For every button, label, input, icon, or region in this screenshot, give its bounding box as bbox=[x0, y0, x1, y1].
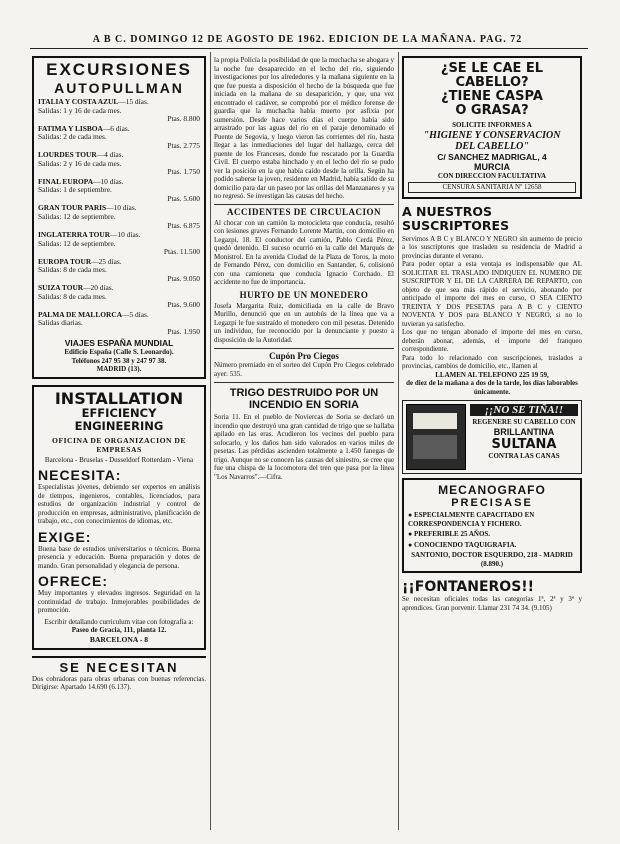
excursion-detail: Salidas: 1 de septiembre. bbox=[38, 185, 112, 195]
installation-address: Paseo de Gracia, 111, planta 12. bbox=[71, 626, 167, 635]
suscriptores-text-2: Para poder optar a esta ventaja es indispensable que AL SOLICITAR EL TRASLADO INDIQUEN EL NUMERO DE SUSCRIPTOR Y EL DE LA CARRERA DE REPARTO, con objeto de que sea más rápido el servicio, abonando por anticipado el importe del mes en curso, O SEA CIENTO TREINTA Y DOS PESETAS para A B C y CIENTO NOVENTA Y DOS para BLANCO Y NEGRO, si no lo tuvieran ya satisfecho. bbox=[402, 260, 582, 328]
excursion-price: Ptas. 6.875 bbox=[167, 220, 200, 230]
solicite-label: SOLICITE INFORMES A bbox=[452, 121, 532, 129]
efficiency-title: EFFICIENCY ENGINEERING bbox=[74, 405, 164, 433]
excursion-detail: Salidas: 2 de cada mes. bbox=[38, 132, 107, 142]
cabello-ad bbox=[402, 56, 582, 199]
excursion-price: Ptas. 5.600 bbox=[167, 193, 200, 203]
requirement-item bbox=[408, 530, 576, 539]
excursion-price: Ptas. 1.950 bbox=[167, 326, 200, 336]
necesitan-text: Dos cobradoras para obras urbanas con buenas referencias. Dirigirse: Apartado 14.690 (6.137). bbox=[32, 674, 206, 692]
brilliantine-tin-image bbox=[406, 404, 466, 470]
excursion-days: —4 días. bbox=[96, 150, 124, 160]
clinic-city: MURCIA bbox=[474, 161, 510, 172]
column-middle bbox=[214, 56, 394, 830]
cabello-headline-3: ¿TIENE CASPA bbox=[441, 89, 543, 104]
article-continued-text: la propia Policía la posibilidad de que la muchacha se ahogara y la noche fue desaparecido en el lecho del río, siguiendo investigaciones por los alrededores y la mañana siguiente en la que fue puesta a disposición el hecho de la búsqueda que fue iniciada en la mañana de su desaparición, y que, una vez encontrado el cadáver, se comprobó por el médico forense de guardia que la muchacha había muerto por asfixia por sumersión. Desde hace varios días el cuerpo había sido arrastrado por las aguas del río en el paraje denominado el Puente de Segovia, y luego vieron las corrientes del río, hasta llegar a las inmediaciones del lugar del hallazgo, cerca del puente de los Franceses, donde fue rescatado por la Guardia Civil. El cuerpo estaba hinchado y en el lecho del río se pudo ver la posición en la que había caído desde la orilla. Según ha podido saberse la joven, residente en Madrid, había salido de su domicilio para dar un paseo por las orillas del Manzanares y ya no regresó. Se investigan las causas del hecho. bbox=[214, 56, 394, 200]
mecanografo-title: MECANOGRAFO bbox=[438, 483, 546, 497]
column-right bbox=[402, 56, 582, 830]
accidentes-heading: ACCIDENTES DE CIRCULACION bbox=[214, 204, 394, 217]
clinic-name-2: DEL CABELLO" bbox=[455, 140, 529, 152]
excursion-detail: Salidas diarias. bbox=[38, 318, 83, 328]
clinic-address: C/ SANCHEZ MADRIGAL, 4 bbox=[437, 151, 547, 162]
exige-text: Buena base de estudios universitarios o técnicos. Buena presencia y educación. Buena preparación y dotes de mando. Gran personalidad y elegancia de persona. bbox=[38, 544, 200, 570]
ofrece-text: Muy importantes y elevados ingresos. Seguridad en la continuidad de trabajo. Inmejorables posibilidades de promoción. bbox=[38, 589, 200, 615]
precisase-title: PRECISASE bbox=[451, 497, 533, 509]
tin-brand: BRILLANTINA bbox=[493, 426, 555, 437]
company-phones: Teléfonos 247 95 38 y 247 97 38. bbox=[71, 356, 167, 365]
excursion-price: Ptas. 1.750 bbox=[167, 167, 200, 177]
censura-label: CENSURA SANITARIA Nº 12658 bbox=[408, 182, 576, 193]
necesitan-title: SE NECESITAN bbox=[59, 659, 179, 675]
excursion-days: —15 días. bbox=[118, 97, 149, 106]
requirement-text: PREFERIBLE 25 AÑOS. bbox=[413, 530, 491, 538]
tin-slogan: ¡¡NO SE TIÑA!! bbox=[470, 404, 578, 416]
excursion-detail: Salidas: 2 y 16 de cada mes. bbox=[38, 158, 122, 168]
column-left bbox=[32, 56, 206, 830]
accidentes-text: Al chocar con un camión la motocicleta que conducía, resultó con lesiones graves Fernando Lorente Martín, con domicilio en Legazpi, 18. El conductor del camión, Pablo Cerdá Pérez, quedó detenido. El suceso ocurrió en la calle del Marqués de Monistrol. En la avenida Ciudad de la Plaza de Toros, la moto de Fernando Pérez, con domicilio en Santander, 6, colisionó con una camioneta que conducía Ignacio Corchado. El accidente no fue de importancia. bbox=[214, 218, 394, 286]
excursion-price: Ptas. 9.600 bbox=[167, 300, 200, 310]
suscriptores-text-4: Para todo lo relacionado con suscripciones, traslados a provincias, cambios de domicilio, etc., llamen al bbox=[402, 353, 582, 370]
excursion-days: —10 días. bbox=[110, 229, 141, 239]
requirements-list bbox=[408, 511, 576, 549]
exige-heading: EXIGE: bbox=[38, 528, 92, 545]
excursion-list bbox=[38, 98, 200, 336]
bullet-icon: ● bbox=[408, 530, 414, 538]
suscriptores-text-3: Los que no tengan abonado el importe del mes en curso, deberán abonar, además, el importe del franqueo correspondiente. bbox=[402, 328, 582, 353]
excursion-detail: Salidas: 8 de cada mes. bbox=[38, 291, 107, 301]
excursion-name: GRAN TOUR PARIS bbox=[38, 203, 107, 213]
company-name: VIAJES ESPAÑA MUNDIAL bbox=[64, 338, 174, 349]
hurto-heading: HURTO DE UN MONEDERO bbox=[239, 289, 369, 300]
excursion-days: —20 días. bbox=[83, 283, 114, 293]
tin-name: SULTANA bbox=[491, 436, 557, 452]
excursion-detail: Salidas: 12 de septiembre. bbox=[38, 238, 116, 248]
excursion-name: ITALIA Y COSTA AZUL bbox=[38, 97, 119, 106]
column-divider bbox=[210, 52, 211, 830]
necesita-heading: NECESITA: bbox=[38, 467, 122, 484]
hurto-text: Josefa Margarita Ruiz, domiciliada en la calle de Bravo Murillo, denunció que en un autobús de la línea que va a Legazpi le fue sustraído el monedero con mil pesetas. Detenido un individuo, fue reconocido por la denunciante y puesto a disposición de la Autoridad. bbox=[214, 301, 394, 344]
tin-line1: REGENERE SU CABELLO CON bbox=[472, 418, 576, 426]
requirement-text: CONOCIENDO TAQUIGRAFIA. bbox=[413, 540, 517, 549]
cupon-section bbox=[214, 348, 394, 378]
excursion-item bbox=[38, 311, 200, 337]
excursiones-title: EXCURSIONES bbox=[46, 60, 192, 79]
requirement-text: ESPECIALMENTE CAPACITADO EN CORRESPONDENCIA Y FICHERO. bbox=[408, 511, 535, 528]
excursion-item bbox=[38, 125, 200, 151]
excursion-name: PALMA DE MALLORCA bbox=[38, 309, 123, 319]
excursion-item bbox=[38, 284, 200, 310]
excursion-item bbox=[38, 98, 200, 124]
installation-cities: Barcelona - Bruselas - Dusseldorf Rotterdam - Viena bbox=[44, 455, 194, 464]
cabello-headline-2: CABELLO? bbox=[455, 75, 529, 90]
column-divider bbox=[398, 52, 399, 830]
requirement-item bbox=[408, 541, 576, 550]
installation-ad bbox=[32, 385, 206, 650]
excursion-price: Ptas. 8.800 bbox=[167, 114, 200, 124]
company-city: MADRID (13). bbox=[96, 365, 142, 374]
excursion-name: FATIMA Y LISBOA bbox=[38, 123, 103, 133]
trigo-text: Soria 11. En el pueblo de Noviercas de Soria se declaró un incendio que destruyó una gran cantidad de trigo que se hallaba apilado en las eras. Acudieron los vecinos del pueblo para sofocarlo, y los daños han sido valorados en varios miles de pesetas. Las pérdidas ascienden totalmente a 1.450 fanegas de trigo. Aunque no se conocen las causas del siniestro, se cree que fue una chispa de la locomotora del tren que pasa por la línea "Los Navarros".—Cifra. bbox=[214, 413, 394, 481]
tin-line3: CONTRA LAS CANAS bbox=[488, 451, 560, 460]
excursion-name: EUROPA TOUR bbox=[38, 256, 92, 266]
cabello-headline-4: O GRASA? bbox=[455, 103, 529, 118]
installation-footer: Escribir detallando curriculum vitae con fotografía a: bbox=[44, 617, 194, 626]
excursion-detail: Salidas: 12 de septiembre. bbox=[38, 211, 116, 221]
excursion-days: —10 días. bbox=[106, 203, 137, 213]
mecanografo-ad bbox=[402, 478, 582, 573]
excursion-item bbox=[38, 231, 200, 257]
excursion-days: —5 días. bbox=[122, 309, 149, 319]
cupon-text: Número premiado en el sorteo del Cupón Pro Ciegos celebrado ayer: 535. bbox=[214, 361, 394, 378]
fontaneros-text: Se necesitan oficiales todas las categorías 1ª, 2ª y 3ª y aprendices. Gran porvenir. Llamar 231 74 34. (9.105) bbox=[402, 595, 582, 612]
cupon-heading: Cupón Pro Ciegos bbox=[269, 351, 339, 361]
requirement-item bbox=[408, 511, 576, 528]
excursion-name: INGLATERRA TOUR bbox=[38, 229, 111, 239]
excursion-days: —25 días. bbox=[91, 256, 122, 266]
excursion-item bbox=[38, 204, 200, 230]
suscriptores-phone: LLAMEN AL TELEFONO 225 19 59, bbox=[435, 370, 549, 379]
trigo-section bbox=[214, 382, 394, 481]
bullet-icon: ● bbox=[408, 511, 414, 519]
installation-subtitle: OFICINA DE ORGANIZACION DE EMPRESAS bbox=[52, 435, 186, 454]
excursion-detail: Salidas: 8 de cada mes. bbox=[38, 265, 107, 275]
excursion-price: Ptas. 11.500 bbox=[163, 247, 200, 257]
sultana-ad bbox=[402, 400, 582, 474]
page-header: A B C. DOMINGO 12 DE AGOSTO DE 1962. EDICION DE LA MAÑANA. PAG. 72 bbox=[92, 34, 523, 45]
excursiones-ad bbox=[32, 56, 206, 379]
excursion-name: SUIZA TOUR bbox=[38, 283, 84, 293]
excursion-price: Ptas. 9.050 bbox=[167, 273, 200, 283]
bullet-icon: ● bbox=[408, 540, 414, 549]
fontaneros-heading: ¡¡FONTANEROS!! bbox=[402, 579, 535, 595]
necesitan-ad bbox=[32, 656, 206, 692]
ofrece-heading: OFRECE: bbox=[38, 573, 108, 590]
mecanografo-address: SANTONIO, DOCTOR ESQUERDO, 218 - MADRID (8.890.) bbox=[411, 551, 573, 568]
excursion-item bbox=[38, 258, 200, 284]
excursion-item bbox=[38, 151, 200, 177]
suscriptores-heading: A NUESTROS SUSCRIPTORES bbox=[402, 203, 510, 233]
company-address: Edificio España (Calle S. Leonardo). bbox=[64, 348, 174, 357]
autopullman-title: AUTOPULLMAN bbox=[54, 80, 184, 96]
clinic-direction: CON DIRECCION FACULTATIVA bbox=[437, 171, 547, 180]
suscriptores-hours: de diez de la mañana a dos de la tarde, los días laborables únicamente. bbox=[406, 379, 578, 396]
excursion-name: LOURDES TOUR bbox=[38, 150, 97, 160]
excursion-item bbox=[38, 178, 200, 204]
suscriptores-text-1: Servimos A B C y BLANCO Y NEGRO sin aumento de precio a los suscriptores que trasladen su residencia de Madrid a provincias durante el verano. bbox=[402, 234, 582, 260]
header-rule bbox=[30, 48, 588, 49]
cabello-headline-1: ¿SE LE CAE EL bbox=[440, 61, 544, 76]
installation-city: BARCELONA - 8 bbox=[89, 634, 149, 644]
clinic-name-1: "HIGIENE Y CONSERVACION bbox=[423, 129, 561, 141]
excursion-days: —10 días. bbox=[93, 176, 124, 186]
excursion-price: Ptas. 2.775 bbox=[167, 140, 200, 150]
necesita-text: Especialistas jóvenes, debiendo ser expertos en análisis de tiempos, ingenieros, contables, licenciados, para estudios de organización industrial y control de producción en empresas, administrativo, planificación de trabajo, etc., con conocimientos de idiomas, etc. bbox=[38, 483, 200, 526]
installation-title: INSTALLATION bbox=[54, 388, 184, 408]
excursion-days: —6 días. bbox=[102, 123, 130, 133]
trigo-heading: TRIGO DESTRUIDO POR UN INCENDIO EN SORIA bbox=[229, 387, 379, 411]
excursion-detail: Salidas: 1 y 16 de cada mes. bbox=[38, 105, 122, 115]
excursion-name: FINAL EUROPA bbox=[38, 176, 94, 186]
